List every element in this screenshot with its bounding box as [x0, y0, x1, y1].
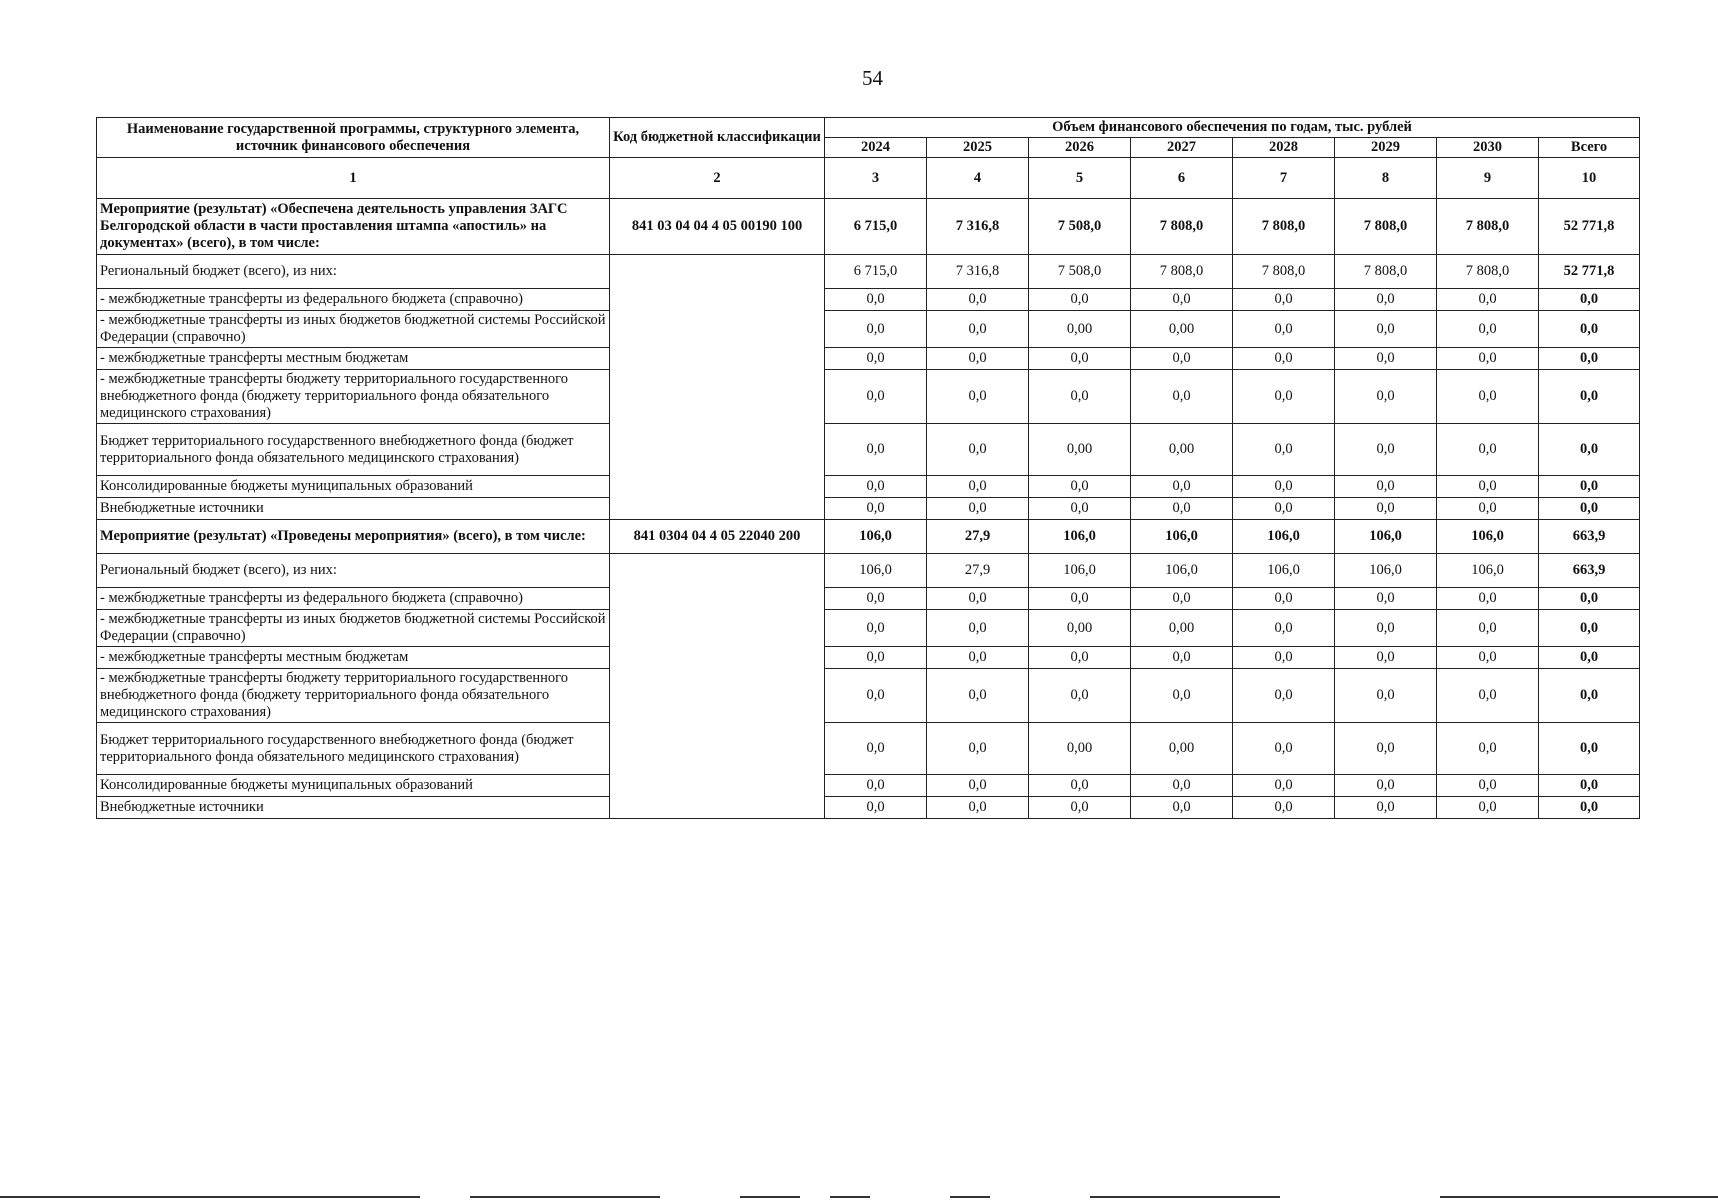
- table-body: [97, 199, 1640, 819]
- row-value: 0,0: [1335, 311, 1437, 348]
- row-value: 0,0: [1029, 775, 1131, 797]
- section-value: 7 808,0: [1131, 199, 1233, 255]
- row-value: 0,0: [825, 775, 927, 797]
- row-value: 0,0: [1539, 498, 1640, 520]
- row-value: 0,0: [1539, 348, 1640, 370]
- row-value: 106,0: [1335, 554, 1437, 588]
- row-value: 0,0: [1029, 588, 1131, 610]
- row-value: 0,0: [1335, 289, 1437, 311]
- row-label: - межбюджетные трансферты бюджету территориального государственного внебюджетного фонда (бюджету территориального фонда обязательного медицинского страхования): [97, 669, 610, 723]
- row-value: 0,0: [1437, 610, 1539, 647]
- row-value: 27,9: [927, 554, 1029, 588]
- row-value: 0,0: [1437, 647, 1539, 669]
- row-value: 0,0: [1335, 498, 1437, 520]
- row-value: 0,0: [1539, 311, 1640, 348]
- column-number: 9: [1437, 158, 1539, 199]
- column-number: 10: [1539, 158, 1640, 199]
- row-value: 0,0: [1233, 797, 1335, 819]
- row-value: 0,0: [1437, 289, 1539, 311]
- row-value: 0,0: [1131, 669, 1233, 723]
- row-value: 0,0: [825, 723, 927, 775]
- row-value: 0,0: [927, 370, 1029, 424]
- section-title: Мероприятие (результат) «Проведены мероприятия» (всего), в том числе:: [97, 520, 610, 554]
- row-value: 0,0: [1131, 498, 1233, 520]
- row-value: 7 316,8: [927, 255, 1029, 289]
- row-value: 7 808,0: [1335, 255, 1437, 289]
- section-value: 7 808,0: [1233, 199, 1335, 255]
- row-value: 0,0: [1029, 370, 1131, 424]
- row-value: 0,0: [1335, 669, 1437, 723]
- row-value: 0,0: [1437, 311, 1539, 348]
- table-row: [97, 723, 1640, 775]
- section-value: 106,0: [1029, 520, 1131, 554]
- row-value: 0,0: [1335, 723, 1437, 775]
- row-value: 0,0: [825, 610, 927, 647]
- row-value: 52 771,8: [1539, 255, 1640, 289]
- row-value: 0,0: [1233, 723, 1335, 775]
- row-value: 0,0: [1131, 775, 1233, 797]
- row-value: 0,0: [1539, 476, 1640, 498]
- row-value: 0,0: [1029, 647, 1131, 669]
- table-row: [97, 610, 1640, 647]
- row-label: Внебюджетные источники: [97, 797, 610, 819]
- row-value: 0,0: [1233, 610, 1335, 647]
- row-label: Консолидированные бюджеты муниципальных образований: [97, 775, 610, 797]
- row-value: 0,0: [1437, 723, 1539, 775]
- year-header: 2028: [1233, 138, 1335, 158]
- row-value: 0,00: [1131, 424, 1233, 476]
- section-value: 106,0: [1131, 520, 1233, 554]
- row-value: 0,0: [1539, 797, 1640, 819]
- row-value: 0,00: [1131, 311, 1233, 348]
- row-value: 0,0: [1233, 348, 1335, 370]
- row-label: - межбюджетные трансферты из федерального бюджета (справочно): [97, 588, 610, 610]
- row-value: 0,0: [825, 370, 927, 424]
- row-value: 0,0: [1437, 370, 1539, 424]
- row-label: Бюджет территориального государственного внебюджетного фонда (бюджет территориального фонда обязательного медицинского страхования): [97, 723, 610, 775]
- row-value: 0,0: [1233, 588, 1335, 610]
- row-value: 106,0: [1029, 554, 1131, 588]
- row-label: - межбюджетные трансферты бюджету территориального государственного внебюджетного фонда (бюджету территориального фонда обязательного медицинского страхования): [97, 370, 610, 424]
- header-volume: Объем финансового обеспечения по годам, тыс. рублей: [825, 118, 1640, 138]
- row-value: 0,0: [1029, 498, 1131, 520]
- header-name: Наименование государственной программы, структурного элемента, источник финансового обеспечения: [97, 118, 610, 158]
- row-value: 0,0: [1335, 424, 1437, 476]
- scan-footer-marks: [0, 1196, 1718, 1200]
- row-value: 0,0: [1233, 775, 1335, 797]
- row-value: 0,0: [1233, 289, 1335, 311]
- code-cell-empty: [610, 255, 825, 520]
- section-value: 663,9: [1539, 520, 1640, 554]
- row-value: 0,0: [1539, 370, 1640, 424]
- section-value: 106,0: [1335, 520, 1437, 554]
- section-title: Мероприятие (результат) «Обеспечена деятельность управления ЗАГС Белгородской области в части проставления штампа «апостиль» на документах» (всего), в том числе:: [97, 199, 610, 255]
- row-value: 0,0: [1437, 498, 1539, 520]
- row-value: 0,0: [1335, 476, 1437, 498]
- row-value: 0,0: [1233, 669, 1335, 723]
- row-value: 0,0: [1233, 498, 1335, 520]
- table-row: [97, 669, 1640, 723]
- row-value: 106,0: [1437, 554, 1539, 588]
- column-number: 1: [97, 158, 610, 199]
- row-value: 0,0: [1131, 348, 1233, 370]
- year-header: Всего: [1539, 138, 1640, 158]
- section-value: 52 771,8: [1539, 199, 1640, 255]
- table-row: [97, 554, 1640, 588]
- row-value: 0,0: [1539, 647, 1640, 669]
- table-row: [97, 289, 1640, 311]
- row-value: 0,0: [825, 588, 927, 610]
- row-value: 0,0: [1335, 370, 1437, 424]
- section-value: 7 808,0: [1437, 199, 1539, 255]
- section-value: 7 508,0: [1029, 199, 1131, 255]
- table-row: [97, 476, 1640, 498]
- table-row: [97, 255, 1640, 289]
- table-row: [97, 424, 1640, 476]
- row-value: 0,0: [927, 476, 1029, 498]
- year-header: 2024: [825, 138, 927, 158]
- row-label: - межбюджетные трансферты местным бюджетам: [97, 348, 610, 370]
- row-value: 0,0: [1335, 775, 1437, 797]
- year-header: 2025: [927, 138, 1029, 158]
- year-header: 2026: [1029, 138, 1131, 158]
- row-value: 0,0: [1335, 588, 1437, 610]
- section-value: 106,0: [1437, 520, 1539, 554]
- column-number: 6: [1131, 158, 1233, 199]
- row-value: 7 808,0: [1437, 255, 1539, 289]
- table-row: [97, 370, 1640, 424]
- row-value: 0,0: [1335, 797, 1437, 819]
- year-header: 2027: [1131, 138, 1233, 158]
- row-value: 0,0: [927, 610, 1029, 647]
- row-value: 7 808,0: [1233, 255, 1335, 289]
- row-value: 0,0: [927, 289, 1029, 311]
- row-value: 663,9: [1539, 554, 1640, 588]
- row-value: 0,0: [1437, 669, 1539, 723]
- row-value: 0,0: [1437, 476, 1539, 498]
- row-value: 0,0: [1131, 370, 1233, 424]
- row-value: 0,0: [825, 669, 927, 723]
- row-value: 0,0: [1335, 610, 1437, 647]
- row-value: 0,0: [1539, 669, 1640, 723]
- row-value: 0,0: [1131, 588, 1233, 610]
- row-value: 0,0: [1539, 424, 1640, 476]
- row-value: 0,0: [825, 647, 927, 669]
- row-value: 0,0: [927, 498, 1029, 520]
- section-value: 27,9: [927, 520, 1029, 554]
- row-value: 0,0: [1029, 669, 1131, 723]
- row-value: 0,0: [1539, 775, 1640, 797]
- row-label: Бюджет территориального государственного внебюджетного фонда (бюджет территориального фонда обязательного медицинского страхования): [97, 424, 610, 476]
- row-value: 0,0: [1233, 476, 1335, 498]
- column-number: 3: [825, 158, 927, 199]
- column-number: 5: [1029, 158, 1131, 199]
- page-number: 54: [862, 66, 883, 90]
- row-value: 0,00: [1029, 610, 1131, 647]
- row-value: 0,0: [1539, 289, 1640, 311]
- row-value: 0,0: [1131, 289, 1233, 311]
- year-header: 2029: [1335, 138, 1437, 158]
- row-value: 0,0: [1437, 775, 1539, 797]
- row-value: 0,0: [927, 775, 1029, 797]
- row-value: 106,0: [1131, 554, 1233, 588]
- column-numbers-row: [97, 158, 1640, 199]
- table-row: [97, 498, 1640, 520]
- row-value: 0,0: [825, 289, 927, 311]
- row-label: - межбюджетные трансферты из иных бюджетов бюджетной системы Российской Федерации (справочно): [97, 610, 610, 647]
- row-value: 6 715,0: [825, 255, 927, 289]
- row-value: 0,0: [927, 669, 1029, 723]
- row-value: 7 808,0: [1131, 255, 1233, 289]
- row-value: 0,0: [927, 797, 1029, 819]
- table-row: [97, 348, 1640, 370]
- row-value: 106,0: [825, 554, 927, 588]
- row-value: 0,0: [1335, 647, 1437, 669]
- row-value: 0,0: [927, 723, 1029, 775]
- section-value: 106,0: [825, 520, 927, 554]
- row-value: 0,00: [1029, 723, 1131, 775]
- table-row: [97, 588, 1640, 610]
- row-value: 0,0: [825, 498, 927, 520]
- row-value: 0,00: [1131, 723, 1233, 775]
- section-value: 7 808,0: [1335, 199, 1437, 255]
- row-value: 7 508,0: [1029, 255, 1131, 289]
- row-value: 106,0: [1233, 554, 1335, 588]
- row-value: 0,0: [1233, 647, 1335, 669]
- row-value: 0,0: [1233, 424, 1335, 476]
- header-code: Код бюджетной классификации: [610, 118, 825, 158]
- column-number: 2: [610, 158, 825, 199]
- budget-code: 841 0304 04 4 05 22040 200: [610, 520, 825, 554]
- row-value: 0,0: [1029, 348, 1131, 370]
- column-number: 4: [927, 158, 1029, 199]
- section-value: 6 715,0: [825, 199, 927, 255]
- row-label: - межбюджетные трансферты местным бюджетам: [97, 647, 610, 669]
- row-value: 0,0: [1437, 588, 1539, 610]
- row-value: 0,0: [1437, 348, 1539, 370]
- table-row: [97, 775, 1640, 797]
- row-value: 0,0: [927, 348, 1029, 370]
- table-row: [97, 797, 1640, 819]
- section-row: [97, 199, 1640, 255]
- row-value: 0,0: [1539, 610, 1640, 647]
- column-number: 7: [1233, 158, 1335, 199]
- row-value: 0,0: [1131, 647, 1233, 669]
- row-value: 0,0: [825, 311, 927, 348]
- row-value: 0,0: [1029, 476, 1131, 498]
- budget-code: 841 03 04 04 4 05 00190 100: [610, 199, 825, 255]
- section-value: 7 316,8: [927, 199, 1029, 255]
- row-value: 0,0: [825, 476, 927, 498]
- row-label: Региональный бюджет (всего), из них:: [97, 255, 610, 289]
- row-value: 0,00: [1029, 424, 1131, 476]
- row-value: 0,0: [1233, 370, 1335, 424]
- row-value: 0,0: [927, 588, 1029, 610]
- row-value: 0,0: [825, 424, 927, 476]
- table-row: [97, 311, 1640, 348]
- row-label: Региональный бюджет (всего), из них:: [97, 554, 610, 588]
- row-value: 0,0: [1539, 588, 1640, 610]
- row-label: Внебюджетные источники: [97, 498, 610, 520]
- row-value: 0,0: [1029, 289, 1131, 311]
- budget-table: [96, 117, 1640, 819]
- row-value: 0,00: [1131, 610, 1233, 647]
- row-value: 0,0: [1029, 797, 1131, 819]
- section-value: 106,0: [1233, 520, 1335, 554]
- row-value: 0,0: [1437, 797, 1539, 819]
- row-value: 0,0: [825, 797, 927, 819]
- row-value: 0,0: [1539, 723, 1640, 775]
- table-row: [97, 647, 1640, 669]
- code-cell-empty: [610, 554, 825, 819]
- row-label: - межбюджетные трансферты из федерального бюджета (справочно): [97, 289, 610, 311]
- row-value: 0,0: [927, 311, 1029, 348]
- row-value: 0,0: [1233, 311, 1335, 348]
- row-value: 0,0: [1131, 797, 1233, 819]
- row-label: - межбюджетные трансферты из иных бюджетов бюджетной системы Российской Федерации (справочно): [97, 311, 610, 348]
- row-value: 0,0: [1335, 348, 1437, 370]
- column-number: 8: [1335, 158, 1437, 199]
- row-value: 0,00: [1029, 311, 1131, 348]
- row-value: 0,0: [1437, 424, 1539, 476]
- year-header: 2030: [1437, 138, 1539, 158]
- row-value: 0,0: [927, 424, 1029, 476]
- row-value: 0,0: [927, 647, 1029, 669]
- row-label: Консолидированные бюджеты муниципальных образований: [97, 476, 610, 498]
- section-row: [97, 520, 1640, 554]
- row-value: 0,0: [1131, 476, 1233, 498]
- row-value: 0,0: [825, 348, 927, 370]
